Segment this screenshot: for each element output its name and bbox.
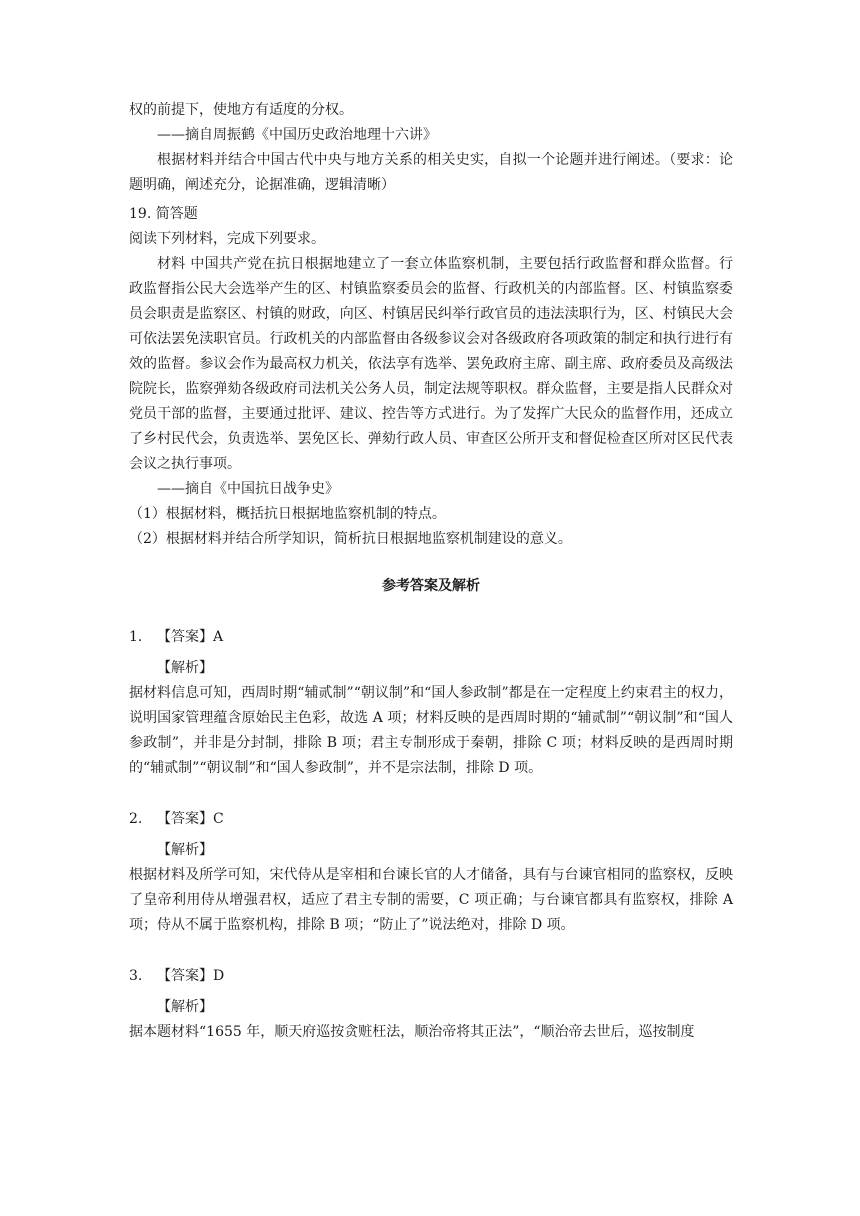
answer-item-2-head bbox=[129, 807, 733, 832]
analysis-label: 【解析】 bbox=[157, 660, 213, 676]
question-heading: 19. 简答题 bbox=[129, 206, 198, 222]
document-page bbox=[129, 98, 733, 1045]
answer-item-3-head bbox=[129, 964, 733, 989]
analysis-label: 【解析】 bbox=[157, 999, 213, 1015]
answer-number: 1. bbox=[129, 629, 143, 645]
analysis-text: 据材料信息可知，西周时期“辅贰制”“朝议制”和“国人参政制”都是在一定程度上约束君主的权力，说明国家管理蕴含原始民主色彩，故选 A 项；材料反映的是西周时期的“辅贰制”“朝议制”和“国人参政制”，并非是分封制，排除 B 项；君主专制形成于秦朝，排除 C 项；材料反映的是西周时期的“辅贰制”“朝议制”和“国人参政制”，并不是宗法制，排除 D 项。 bbox=[129, 685, 733, 776]
sub-question-1: （1）根据材料，概括抗日根据地监察机制的特点。 bbox=[129, 506, 446, 522]
answer-number: 3. bbox=[129, 968, 143, 984]
answers-section-title: 参考答案及解析 bbox=[382, 578, 480, 594]
question-material-source: ——摘自《中国抗日战争史》 bbox=[157, 481, 339, 497]
answer-key: 【答案】C bbox=[157, 811, 224, 827]
answer-key: 【答案】D bbox=[157, 968, 225, 984]
analysis-label: 【解析】 bbox=[157, 842, 213, 858]
question-material: 材料 中国共产党在抗日根据地建立了一套立体监察机制，主要包括行政监督和群众监督。行政监督指公民大会选举产生的区、村镇监察委员会的监督、行政机关的内部监督。区、村镇监察委员会职责是监察区、村镇的财政，向区、村镇居民纠举行政官员的违法渎职行为，区、村镇民大会可依法罢免渎职官员。行政机关的内部监督由各级参议会对各级政府各项政策的制定和执行进行有效的监督。参议会作为最高权力机关，依法享有选举、罢免政府主席、副主席、政府委员及高级法院院长，监察弹劾各级政府司法机关公务人员，制定法规等职权。群众监督，主要是指人民群众对党员干部的监督，主要通过批评、建议、控告等方式进行。为了发挥广大民众的监督作用，还成立了乡村民代会，负责选举、罢免区长、弹劾行政人员、审查区公所开支和督促检查区所对区民代表会议之执行事项。 bbox=[129, 256, 733, 472]
question-instruction: 阅读下列材料，完成下列要求。 bbox=[129, 231, 325, 247]
question-requirement: 根据材料并结合中国古代中央与地方关系的相关史实，自拟一个论题并进行阐述。（要求：论题明确，阐述充分，论据准确，逻辑清晰） bbox=[129, 152, 733, 193]
analysis-text: 据本题材料“1655 年，顺天府巡按贪赃枉法，顺治帝将其正法”，“顺治帝去世后，巡按制度 bbox=[129, 1024, 695, 1040]
sub-question-2: （2）根据材料并结合所学知识，简析抗日根据地监察机制建设的意义。 bbox=[129, 531, 572, 547]
answer-number: 2. bbox=[129, 811, 143, 827]
material-tail-line: 权的前提下，使地方有适度的分权。 bbox=[129, 102, 353, 118]
answer-item-1-head bbox=[129, 625, 733, 650]
answer-key: 【答案】A bbox=[157, 629, 224, 645]
analysis-text: 根据材料及所学可知，宋代侍从是宰相和台谏长官的人才储备，具有与台谏官相同的监察权，反映了皇帝利用侍从增强君权，适应了君主专制的需要，C 项正确；与台谏官都具有监察权，排除 A 项；侍从不属于监察机构，排除 B 项；“防止了”说法绝对，排除 D 项。 bbox=[129, 867, 733, 933]
material-source: ——摘自周振鹤《中国历史政治地理十六讲》 bbox=[157, 127, 437, 143]
